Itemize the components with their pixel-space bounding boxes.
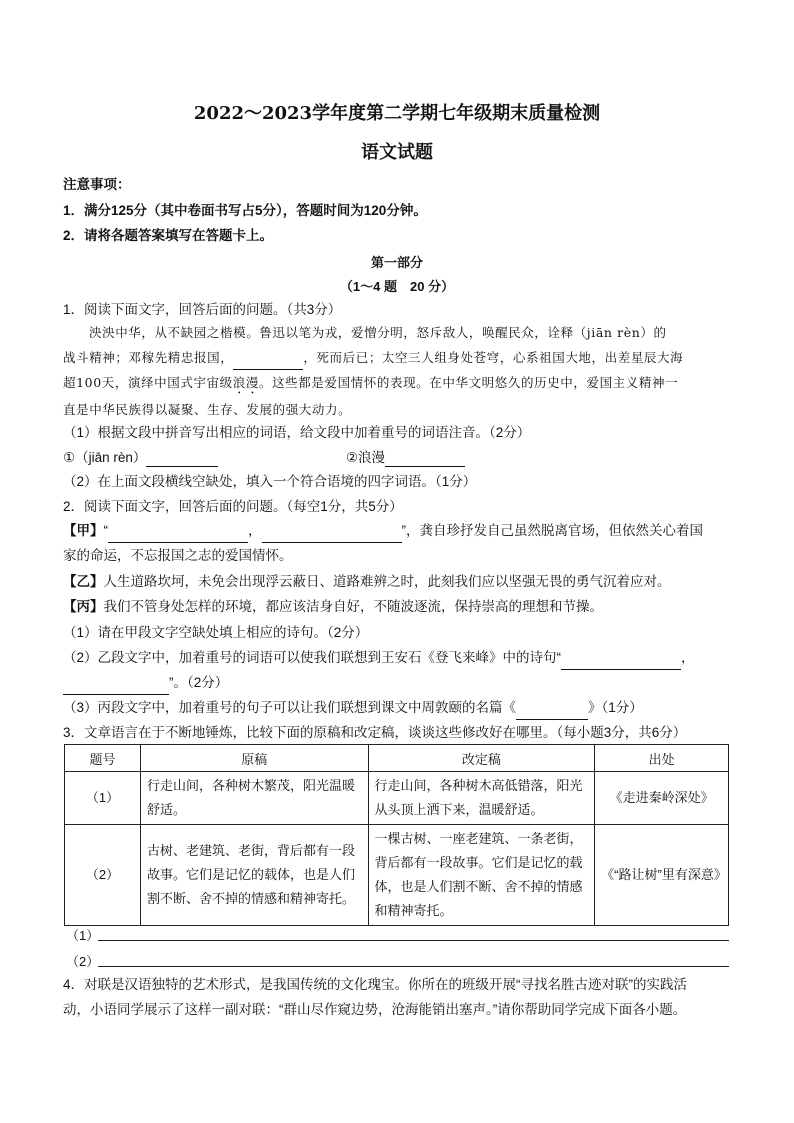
q2-bing	[63, 594, 603, 619]
q1-passage-line-3b: 。这些都是爱国情怀的表现。在中华文明悠久的历史中，爱国主义精神一	[258, 375, 679, 390]
q1-sub1-b: ②浪漫	[345, 450, 386, 465]
q2-jia-blank-1[interactable]	[108, 528, 248, 543]
row-number: （1）	[65, 772, 141, 825]
exam-title: 2022～2023学年度第二学期七年级期末质量检测	[193, 103, 601, 124]
revised-text: 一棵古树、一座老建筑、一条老街，背后都有一段故事。它们是记忆的载体，也是人们割不断、舍不掉的情感和精神寄托。	[368, 825, 595, 926]
q2-yi-label: 【乙】	[63, 574, 104, 589]
source: 《“路让树”里有深意》	[595, 825, 729, 926]
table-header: 原稿	[140, 745, 368, 772]
q1-passage-line-2a: 战斗精神；邓稼先精忠报国，	[63, 350, 234, 365]
q4-line-1: 4．对联是汉语独特的艺术形式，是我国传统的文化瑰宝。你所在的班级开展“寻找名胜古迹对联”的实践活	[63, 977, 687, 992]
q1-passage-line-3a: 超100天，演绎中国式宇宙级	[63, 375, 233, 390]
notice-heading: 注意事项：	[63, 177, 131, 192]
q1-passage-line-3	[63, 370, 729, 397]
q2-sub3-blank[interactable]	[516, 705, 588, 720]
part-range: （1～4 题 20 分）	[339, 279, 455, 294]
table-header: 出处	[595, 745, 729, 772]
original-text: 古树、老建筑、老街，背后都有一段故事。它们是记忆的载体，也是人们割不断、舍不掉的情感和精神寄托。	[140, 825, 368, 926]
q3-answer-1-line[interactable]	[98, 940, 729, 941]
q2-jia-line-1	[63, 518, 703, 543]
q2-bing-label: 【丙】	[63, 599, 104, 614]
q1-passage	[63, 320, 729, 422]
q2-sub3a: （3）丙段文字中，加着重号的句子可以让我们联想到课文中周敦颐的名篇《	[63, 700, 517, 715]
part-name: 第一部分	[370, 255, 423, 270]
q1-blank[interactable]	[233, 355, 303, 370]
q2-jia-line-2: 家的命运，不忘报国之志的爱国情怀。	[63, 548, 293, 563]
q2-jia-comma: ，	[248, 523, 262, 538]
q2-sub2a: （2）乙段文字中，加着重号的词语可以使我们联想到王安石《登飞来峰》中的诗句“	[63, 650, 562, 665]
q2-sub3	[63, 695, 643, 720]
q2-sub2-blank-2[interactable]	[63, 680, 169, 695]
q2-sub3b: 》（1分）	[588, 700, 643, 715]
q1-dotted-word: 浪漫	[232, 375, 259, 390]
q1-passage-line-1: 泱泱中华，从不缺园之楷模。鲁迅以笔为戎，爱憎分明，怒斥敌人，唤醒民众，诠释（jiān rèn）的	[89, 325, 667, 340]
notice-item-2: 2．请将各题答案填写在答题卡上。	[63, 228, 274, 243]
table-row	[65, 772, 729, 825]
original-text: 行走山间，各种树木繁茂，阳光温暖舒适。	[140, 772, 368, 825]
q3-answer-2-line[interactable]	[98, 966, 729, 967]
q3-stem: 3．文章语言在于不断地锤炼，比较下面的原稿和改定稿，谈谈这些修改好在哪里。（每小题3分，共6分）	[63, 725, 687, 740]
table-header: 题号	[65, 745, 141, 772]
q2-sub2-line-2	[63, 670, 228, 695]
q2-sub1: （1）请在甲段文字空缺处填上相应的诗句。（2分）	[63, 625, 369, 640]
notice-item-1: 1．满分125分（其中卷面书写占5分），答题时间为120分钟。	[63, 203, 427, 218]
q2-jia-label: 【甲】	[63, 523, 104, 538]
q2-sub2-blank-1[interactable]	[561, 655, 681, 670]
q2-sub2c: ”。（2分）	[169, 675, 229, 690]
q2-yi-text: 人生道路坎坷，未免会出现浮云蔽日、道路难辨之时，此刻我们应以坚强无畏的勇气沉着应对。	[103, 574, 671, 589]
q2-jia-rest: ”，龚自珍抒发自己虽然脱离官场，但依然关心着国	[401, 523, 703, 538]
q1-sub1: （1）根据文段中拼音写出相应的词语，给文段中加着重号的词语注音。（2分）	[63, 425, 531, 440]
table-row	[65, 825, 729, 926]
q2-jia-blank-2[interactable]	[262, 528, 402, 543]
q3-answer-2-label: （2）	[66, 954, 100, 969]
q1-passage-line-2	[63, 345, 729, 370]
table-header: 改定稿	[368, 745, 595, 772]
q2-sub2b: ，	[681, 650, 695, 665]
q1-passage-line-4: 直是中华民族得以凝聚、生存、发展的强大动力。	[63, 402, 352, 417]
revision-table	[64, 744, 729, 926]
q2-sub2-line-1	[63, 645, 695, 670]
q1-sub1-b-blank[interactable]	[385, 452, 465, 467]
q2-stem: 2．阅读下面文字，回答后面的问题。（每空1分，共5分）	[63, 499, 403, 514]
q1-sub1-a-blank[interactable]	[146, 452, 218, 467]
q1-sub1-a: ①（jiān rèn）	[63, 450, 147, 465]
q2-yi	[63, 569, 671, 594]
q1-sub2: （2）在上面文段横线空缺处，填入一个符合语境的四字词语。（1分）	[63, 474, 477, 489]
q4-line-2: 动，小语同学展示了这样一副对联：“群山尽作窥边势，沧海能销出塞声。”请你帮助同学完成下面各小题。	[63, 1002, 687, 1017]
q1-stem: 1．阅读下面文字，回答后面的问题。（共3分）	[63, 302, 342, 317]
exam-subtitle: 语文试题	[361, 142, 433, 163]
q2-jia-open-quote: “	[103, 523, 108, 538]
q3-answer-1-label: （1）	[66, 928, 100, 943]
source: 《走进秦岭深处》	[595, 772, 729, 825]
revised-text: 行走山间，各种树木高低错落，阳光从头顶上洒下来，温暖舒适。	[368, 772, 595, 825]
row-number: （2）	[65, 825, 141, 926]
q1-passage-line-2b: ，死而后已；太空三人组身处苍穹，心系祖国大地，出差星辰大海	[303, 350, 684, 365]
table-header-row	[65, 745, 729, 772]
q2-bing-text: 我们不管身处怎样的环境，都应该洁身自好，不随波逐流，保持崇高的理想和节操。	[103, 599, 603, 614]
q1-sub1-answers	[63, 449, 465, 467]
